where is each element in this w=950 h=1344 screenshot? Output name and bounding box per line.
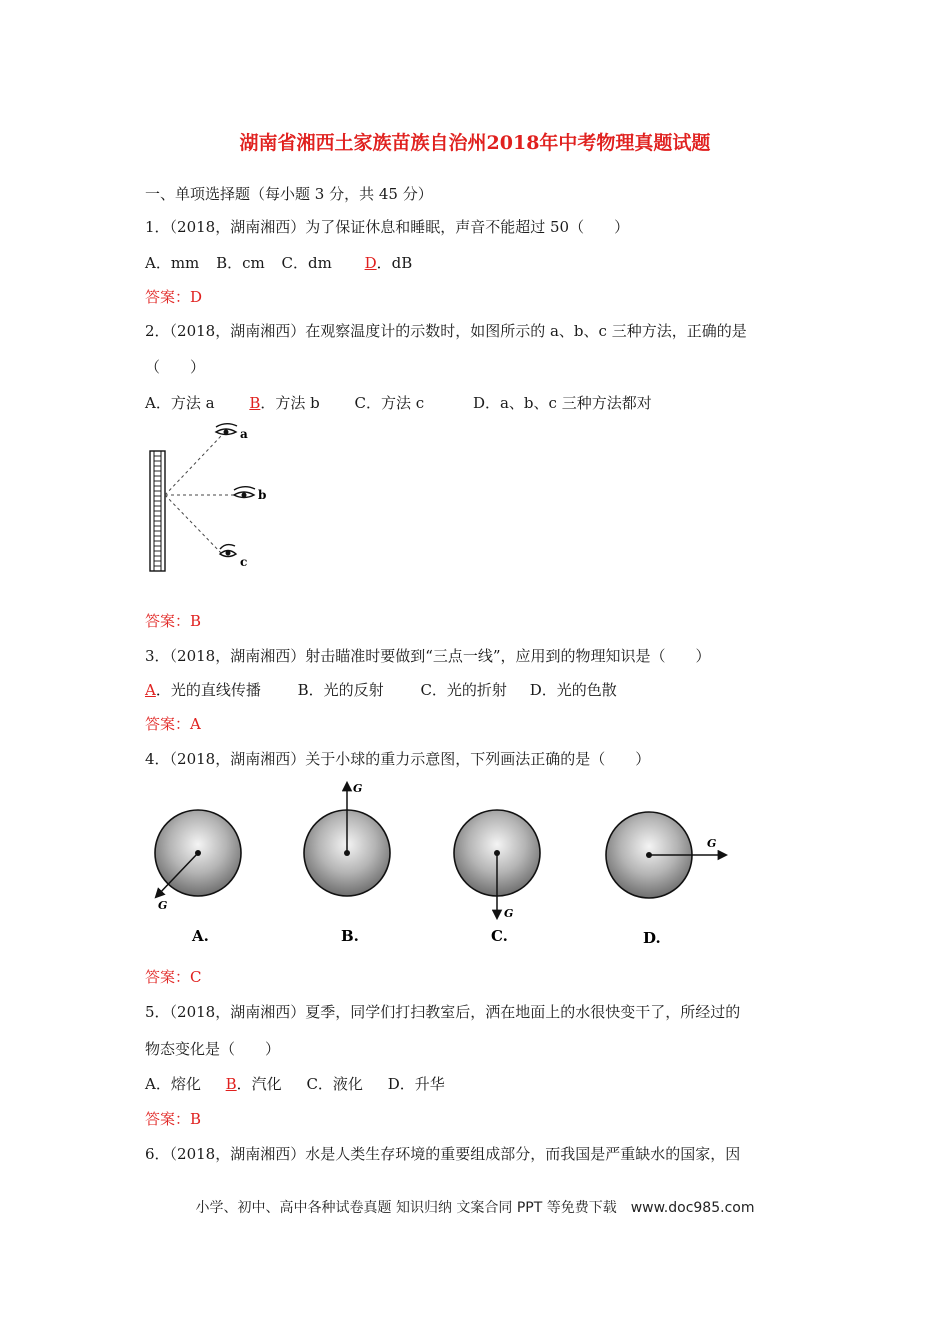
caption-a: A.: [192, 927, 209, 945]
thermometer-figure: [140, 418, 280, 578]
option-b: B．光的反射: [297, 681, 384, 699]
question-2-stem-cont: （ ）: [145, 358, 206, 376]
option-d-letter: D: [364, 254, 377, 272]
question-3-stem: 3．（2018，湖南湘西）射击瞄准时要做到“三点一线”，应用到的物理知识是（ ）: [145, 647, 711, 665]
option-b-text: ．方法 b: [260, 394, 320, 412]
ball-option-d: [606, 812, 726, 947]
question-5-answer: 答案：B: [145, 1110, 202, 1128]
ball-option-c: [454, 810, 540, 945]
question-1-options: [145, 252, 412, 273]
eye-icon-c: [220, 545, 236, 557]
option-d-text: ．dB: [376, 254, 413, 272]
option-d: D．升华: [387, 1075, 445, 1093]
option-a-text: ．光的直线传播: [155, 681, 261, 699]
question-2-answer: 答案：B: [145, 612, 202, 630]
page-footer: 小学、初中、高中各种试卷真题 知识归纳 文案合同 PPT 等免费下载 www.doc985.com: [195, 1200, 755, 1216]
ball-option-b: [304, 782, 390, 945]
option-c: C．方法 c: [354, 394, 425, 412]
option-b-letter: B: [249, 394, 261, 412]
thermometer: [150, 451, 165, 571]
option-c: C．dm: [281, 254, 332, 272]
caption-d: D.: [643, 929, 661, 947]
option-a: A．mm: [145, 254, 200, 272]
option-a: A．熔化: [145, 1075, 201, 1093]
sight-line-c: [165, 495, 222, 554]
force-label-b: G: [353, 782, 363, 795]
page-title: 湖南省湘西土家族苗族自治州2018年中考物理真题试题: [239, 132, 711, 154]
option-c: C．光的折射: [420, 681, 507, 699]
question-6-stem: 6．（2018，湖南湘西）水是人类生存环境的重要组成部分，而我国是严重缺水的国家，因: [145, 1145, 741, 1163]
question-3-answer: 答案：A: [145, 715, 201, 733]
gravity-figure: [140, 775, 740, 950]
section-heading: 一、单项选择题（每小题 3 分，共 45 分）: [145, 185, 433, 203]
question-2-options: [145, 392, 652, 413]
label-a: a: [240, 427, 248, 441]
label-c: c: [240, 555, 248, 569]
question-5-options: [145, 1073, 445, 1094]
option-d: D．光的色散: [529, 681, 617, 699]
option-c: C．液化: [306, 1075, 363, 1093]
sight-line-a: [165, 435, 222, 495]
caption-b: B.: [341, 927, 359, 945]
option-b-letter: B: [225, 1075, 237, 1093]
question-3-options: [145, 679, 617, 700]
caption-c: C.: [491, 927, 508, 945]
question-5-stem: 5．（2018，湖南湘西）夏季，同学们打扫教室后，洒在地面上的水很快变干了，所经过的: [145, 1003, 741, 1021]
question-4-stem: 4．（2018，湖南湘西）关于小球的重力示意图，下列画法正确的是（ ）: [145, 750, 651, 768]
question-2-stem: 2．（2018，湖南湘西）在观察温度计的示数时，如图所示的 a、b、c 三种方法，正确的是: [145, 322, 747, 340]
option-d: D．a、b、c 三种方法都对: [472, 394, 652, 412]
force-label-d: G: [707, 837, 717, 850]
option-b-text: ．汽化: [236, 1075, 282, 1093]
option-a: A．方法 a: [145, 394, 215, 412]
option-a-letter: A: [145, 681, 156, 699]
label-b: b: [258, 488, 267, 502]
force-label-c: G: [504, 907, 514, 920]
question-1-stem: 1．（2018，湖南湘西）为了保证休息和睡眠，声音不能超过 50（ ）: [145, 218, 630, 236]
question-5-stem-cont: 物态变化是（ ）: [145, 1040, 281, 1058]
question-4-answer: 答案：C: [145, 968, 202, 986]
eye-icon-b: [234, 487, 255, 498]
ball-option-a: [155, 810, 241, 945]
option-b: B．cm: [216, 254, 265, 272]
eye-icon-a: [216, 424, 237, 435]
force-label-a: G: [158, 899, 168, 912]
question-1-answer: 答案：D: [145, 288, 203, 306]
